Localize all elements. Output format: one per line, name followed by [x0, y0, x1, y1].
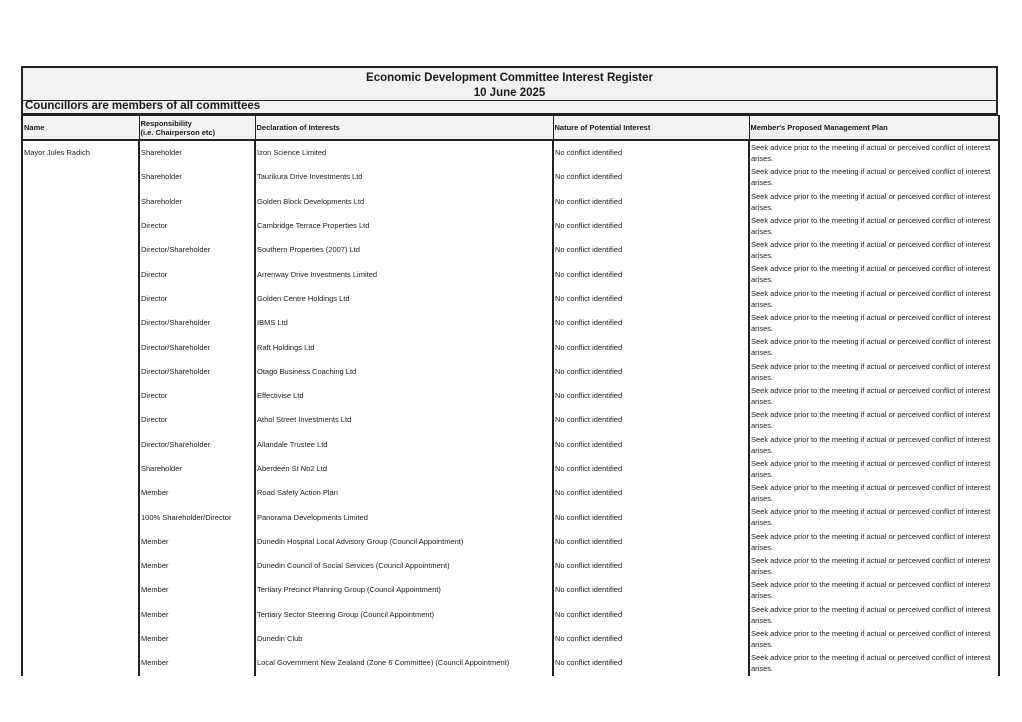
cell-plan: Seek advice prior to the meeting if actual or perceived conflict of interest arises.	[749, 214, 999, 238]
cell-plan: Seek advice prior to the meeting if actual or perceived conflict of interest arises.	[749, 433, 999, 457]
cell-declaration: Southern Properties (2007) Ltd	[255, 238, 553, 262]
cell-declaration: Golden Block Developments Ltd	[255, 190, 553, 214]
cell-nature: No conflict identified	[553, 190, 749, 214]
cell-responsibility: Director/Shareholder	[139, 360, 255, 384]
cell-nature: No conflict identified	[553, 578, 749, 602]
cell-responsibility: 100% Shareholder/Director	[139, 505, 255, 529]
table-row	[22, 627, 999, 651]
cell-declaration: Aberdeen St No2 Ltd	[255, 457, 553, 481]
cell-plan: Seek advice prior to the meeting if actual or perceived conflict of interest arises.	[749, 603, 999, 627]
cell-nature: No conflict identified	[553, 603, 749, 627]
cell-nature: No conflict identified	[553, 530, 749, 554]
table-row	[22, 603, 999, 627]
table-row	[22, 651, 999, 675]
cell-plan: Seek advice prior to the meeting if actual or perceived conflict of interest arises.	[749, 627, 999, 651]
cell-responsibility: Director	[139, 408, 255, 432]
table-row	[22, 360, 999, 384]
cell-declaration: Local Government New Zealand (Zone 6 Committee) (Council Appointment)	[255, 651, 553, 675]
table-row	[22, 554, 999, 578]
cell-nature: No conflict identified	[553, 481, 749, 505]
cell-declaration: Tertiary Sector Steering Group (Council Appointment)	[255, 603, 553, 627]
cell-declaration: Golden Centre Holdings Ltd	[255, 287, 553, 311]
cell-plan: Seek advice prior to the meeting if actual or perceived conflict of interest arises.	[749, 554, 999, 578]
cell-nature: No conflict identified	[553, 262, 749, 286]
cell-plan: Seek advice prior to the meeting if actual or perceived conflict of interest arises.	[749, 457, 999, 481]
cell-nature: No conflict identified	[553, 238, 749, 262]
header-responsibility-line1: Responsibility	[140, 118, 192, 128]
cell-plan: Seek advice prior to the meeting if actual or perceived conflict of interest arises.	[749, 578, 999, 602]
cell-responsibility: Member	[139, 627, 255, 651]
cell-responsibility: Shareholder	[139, 165, 255, 189]
cell-declaration: Allandale Trustee Ltd	[255, 433, 553, 457]
document-title: Economic Development Committee Interest Register	[366, 72, 653, 84]
header-nature: Nature of Potential Interest	[553, 116, 749, 141]
cell-nature: No conflict identified	[553, 165, 749, 189]
cell-plan: Seek advice prior to the meeting if actual or perceived conflict of interest arises.	[749, 311, 999, 335]
cell-responsibility: Shareholder	[139, 140, 255, 165]
cell-responsibility: Member	[139, 603, 255, 627]
cell-responsibility: Director	[139, 262, 255, 286]
cell-nature: No conflict identified	[553, 505, 749, 529]
cell-declaration: Dunedin Council of Social Services (Council Appointment)	[255, 554, 553, 578]
table-row	[22, 530, 999, 554]
cell-declaration: Tertiary Precinct Planning Group (Council Appointment)	[255, 578, 553, 602]
cell-declaration: Cambridge Terrace Properties Ltd	[255, 214, 553, 238]
cell-responsibility: Member	[139, 554, 255, 578]
table-row	[22, 287, 999, 311]
cell-plan: Seek advice prior to the meeting if actual or perceived conflict of interest arises.	[749, 287, 999, 311]
cell-nature: No conflict identified	[553, 311, 749, 335]
table-row	[22, 408, 999, 432]
cell-responsibility: Director	[139, 384, 255, 408]
table-row	[22, 505, 999, 529]
cell-responsibility: Director	[139, 214, 255, 238]
table-row	[22, 311, 999, 335]
cell-plan: Seek advice prior to the meeting if actual or perceived conflict of interest arises.	[749, 335, 999, 359]
cell-nature: No conflict identified	[553, 214, 749, 238]
interest-table	[21, 115, 1000, 676]
member-name: Mayor Jules Radich	[22, 140, 139, 676]
interest-register-sheet	[21, 66, 998, 676]
header-declaration: Declaration of Interests	[255, 116, 553, 141]
table-row	[22, 457, 999, 481]
cell-plan: Seek advice prior to the meeting if actual or perceived conflict of interest arises.	[749, 530, 999, 554]
cell-responsibility: Member	[139, 578, 255, 602]
table-row	[22, 262, 999, 286]
cell-declaration: Izon Science Limited	[255, 140, 553, 165]
cell-nature: No conflict identified	[553, 384, 749, 408]
subheading: Councillors are members of all committees	[21, 101, 998, 115]
header-row	[22, 116, 999, 141]
cell-responsibility: Director/Shareholder	[139, 311, 255, 335]
table-row	[22, 335, 999, 359]
cell-nature: No conflict identified	[553, 140, 749, 165]
cell-plan: Seek advice prior to the meeting if actual or perceived conflict of interest arises.	[749, 190, 999, 214]
cell-plan: Seek advice prior to the meeting if actual or perceived conflict of interest arises.	[749, 262, 999, 286]
cell-declaration: Road Safety Action Plan	[255, 481, 553, 505]
cell-declaration: Raft Holdings Ltd	[255, 335, 553, 359]
document-date: 10 June 2025	[473, 87, 546, 99]
cell-plan: Seek advice prior to the meeting if actual or perceived conflict of interest arises.	[749, 360, 999, 384]
table-row	[22, 481, 999, 505]
cell-nature: No conflict identified	[553, 360, 749, 384]
cell-nature: No conflict identified	[553, 335, 749, 359]
cell-nature: No conflict identified	[553, 408, 749, 432]
cell-plan: Seek advice prior to the meeting if actual or perceived conflict of interest arises.	[749, 481, 999, 505]
cell-nature: No conflict identified	[553, 457, 749, 481]
cell-declaration: IBMS Ltd	[255, 311, 553, 335]
table-row	[22, 140, 999, 165]
header-responsibility	[139, 116, 255, 141]
header-plan: Member's Proposed Management Plan	[749, 116, 999, 141]
cell-plan: Seek advice prior to the meeting if actual or perceived conflict of interest arises.	[749, 165, 999, 189]
cell-nature: No conflict identified	[553, 554, 749, 578]
table-row	[22, 238, 999, 262]
cell-nature: No conflict identified	[553, 433, 749, 457]
header-name: Name	[22, 116, 139, 141]
cell-declaration: Panorama Developments Limited	[255, 505, 553, 529]
table-row	[22, 578, 999, 602]
cell-plan: Seek advice prior to the meeting if actual or perceived conflict of interest arises.	[749, 408, 999, 432]
table-row	[22, 165, 999, 189]
title-block	[21, 66, 998, 101]
cell-responsibility: Member	[139, 481, 255, 505]
cell-plan: Seek advice prior to the meeting if actual or perceived conflict of interest arises.	[749, 651, 999, 675]
cell-nature: No conflict identified	[553, 287, 749, 311]
cell-declaration: Otago Business Coaching Ltd	[255, 360, 553, 384]
cell-responsibility: Member	[139, 530, 255, 554]
cell-responsibility: Director/Shareholder	[139, 238, 255, 262]
cell-responsibility: Shareholder	[139, 190, 255, 214]
cell-responsibility: Director/Shareholder	[139, 433, 255, 457]
cell-declaration: Dunedin Club	[255, 627, 553, 651]
cell-declaration: Arrenway Drive Investments Limited	[255, 262, 553, 286]
header-responsibility-line2: (i.e. Chairperson etc)	[140, 127, 216, 137]
table-row	[22, 433, 999, 457]
cell-responsibility: Shareholder	[139, 457, 255, 481]
cell-responsibility: Director/Shareholder	[139, 335, 255, 359]
cell-declaration: Effectivise Ltd	[255, 384, 553, 408]
cell-plan: Seek advice prior to the meeting if actual or perceived conflict of interest arises.	[749, 140, 999, 165]
cell-plan: Seek advice prior to the meeting if actual or perceived conflict of interest arises.	[749, 238, 999, 262]
cell-declaration: Athol Street Investments Ltd	[255, 408, 553, 432]
cell-nature: No conflict identified	[553, 627, 749, 651]
table-row	[22, 214, 999, 238]
cell-plan: Seek advice prior to the meeting if actual or perceived conflict of interest arises.	[749, 505, 999, 529]
cell-responsibility: Director	[139, 287, 255, 311]
cell-plan: Seek advice prior to the meeting if actual or perceived conflict of interest arises.	[749, 384, 999, 408]
cell-responsibility: Member	[139, 651, 255, 675]
table-row	[22, 384, 999, 408]
cell-declaration: Dunedin Hospital Local Advisory Group (Council Appointment)	[255, 530, 553, 554]
table-row	[22, 190, 999, 214]
cell-nature: No conflict identified	[553, 651, 749, 675]
cell-declaration: Taurikura Drive Investments Ltd	[255, 165, 553, 189]
